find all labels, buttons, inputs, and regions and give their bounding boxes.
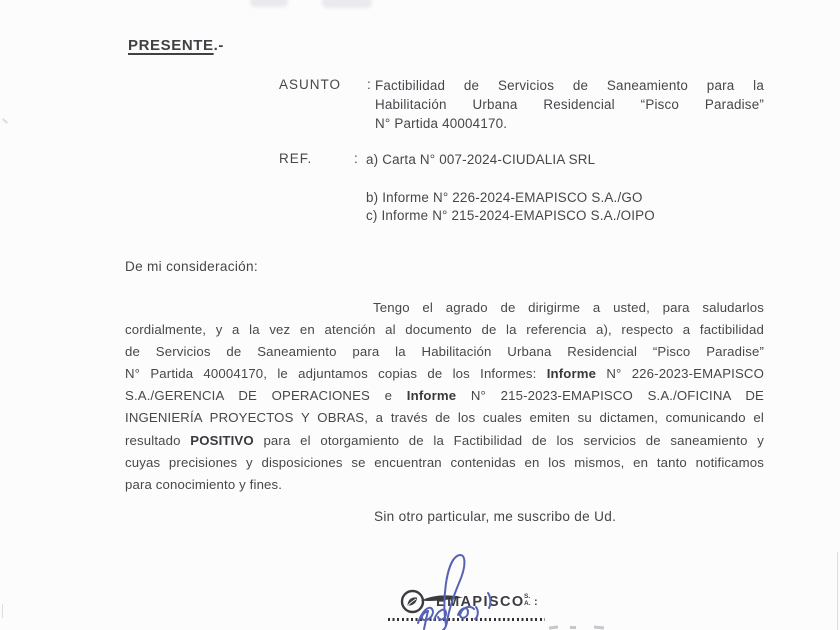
stamp-tail-mark: : (534, 596, 538, 608)
paragraph-segment: cordialmente, y a la vez en atención al documento de la referencia a), respecto a factibilidad (125, 322, 764, 338)
body-paragraph (125, 297, 764, 496)
paragraph-line (125, 474, 764, 496)
paragraph-segment-bold: Informe (406, 388, 457, 404)
salutation: De mi consideración: (125, 259, 258, 274)
scan-speck (2, 604, 3, 618)
paragraph-line (125, 297, 764, 319)
paragraph-line (125, 407, 764, 429)
ref-items (366, 151, 766, 226)
paragraph-line (125, 452, 764, 474)
closing-line: Sin otro particular, me suscribo de Ud. (374, 509, 617, 524)
asunto-line: Habilitación Urbana Residencial “Pisco Paradise” (375, 96, 764, 112)
presente-suffix: .- (213, 37, 225, 54)
paragraph-segment: cuyas precisiones y disposiciones se encuentran contenidas en los mismos, en tanto notificamos (125, 454, 764, 470)
paragraph-segment: de Servicios de Saneamiento para la Habilitación Urbana Residencial “Pisco Paradise” (125, 344, 764, 360)
stamp-sa-top: S. (524, 593, 531, 600)
paragraph-line (125, 430, 764, 452)
paragraph-segment-bold: Informe (546, 366, 597, 382)
paragraph-segment: Tengo el agrado de dirigirme a usted, para saludarlos (373, 300, 764, 315)
ref-item-a: a) Carta N° 007-2024-CIUDALIA SRL (366, 152, 596, 167)
paragraph-segment: resultado (125, 432, 191, 448)
cutoff-text-mark (594, 625, 604, 629)
paragraph-segment: para el otorgamiento de la Factibilidad de los servicios de saneamiento y (253, 432, 764, 448)
ref-label: REF. (279, 151, 313, 166)
scan-smudge (250, 0, 288, 7)
asunto-line: Factibilidad de Servicios de Saneamiento para la (375, 78, 764, 93)
asunto-line: N° Partida 40004170. (375, 115, 508, 131)
paragraph-line (125, 341, 764, 363)
asunto-text (375, 77, 764, 133)
scan-speck (2, 118, 8, 123)
stamp-sa-bottom: A. (524, 599, 531, 607)
paragraph-segment: para conocimiento y fines. (125, 476, 283, 492)
ref-colon: : (354, 151, 358, 166)
paragraph-segment: S.A./GERENCIA DE OPERACIONES e (125, 388, 407, 404)
paragraph-segment: N° 215-2023-EMAPISCO S.A./OFICINA DE (456, 388, 764, 404)
paragraph-segment: N° Partida 40004170, le adjuntamos copias de los Informes: (125, 366, 547, 382)
cutoff-text-mark (570, 626, 576, 629)
asunto-colon: : (367, 77, 371, 92)
stamp-company-name: EMAPISCO (436, 594, 525, 610)
presente-heading (128, 37, 224, 54)
scan-edge-line (837, 552, 838, 630)
paragraph-line (125, 319, 764, 341)
paragraph-segment-bold: POSITIVO (190, 432, 254, 448)
cutoff-text-mark (549, 625, 558, 629)
paragraph-segment: INGENIERÍA PROYECTOS Y OBRAS, a través de los cuales emiten su dictamen, comunicando el (125, 410, 764, 426)
asunto-label: ASUNTO (279, 77, 342, 92)
paragraph-line (125, 385, 764, 407)
presente-text: PRESENTE (128, 37, 214, 54)
paragraph-segment: N° 226-2023-EMAPISCO (596, 366, 764, 382)
handwritten-signature-icon (398, 549, 530, 630)
paragraph-line (125, 363, 764, 385)
ref-item-c: c) Informe N° 215-2024-EMAPISCO S.A./OIPO (366, 208, 655, 223)
ref-item-b: b) Informe N° 226-2024-EMAPISCO S.A./GO (366, 189, 643, 205)
scan-smudge (322, 0, 372, 8)
